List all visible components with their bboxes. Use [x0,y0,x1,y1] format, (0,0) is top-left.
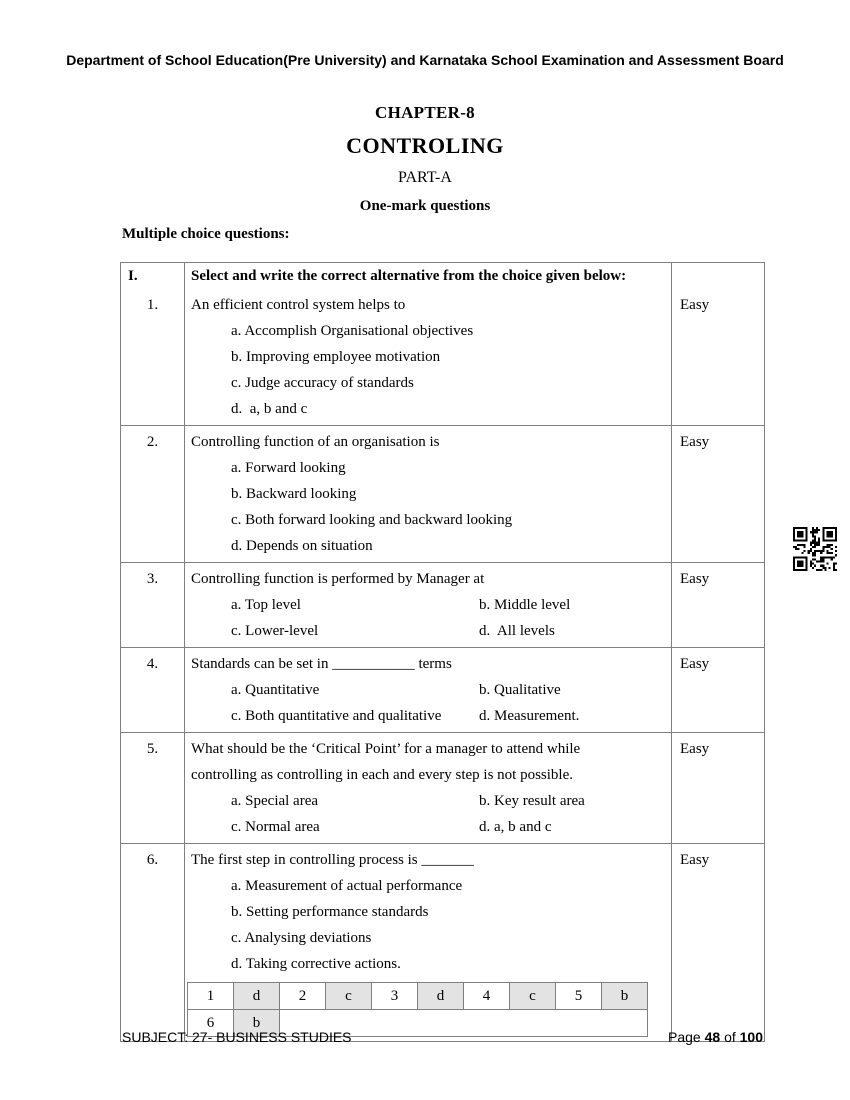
question-number: 3. [121,563,185,647]
question-text-line: An efficient control system helps to [191,297,406,313]
option-row [191,344,665,370]
option-item: c. Judge accuracy of standards [231,375,414,391]
subject-label: SUBJECT: 27- BUSINESS STUDIES [122,1029,352,1045]
difficulty-cell: Easy [680,656,710,672]
option-row [191,396,665,422]
option-item: a. Accomplish Organisational objectives [231,323,474,339]
option-item: b. Setting performance standards [231,904,429,920]
page-total: 100 [739,1029,763,1045]
option-item: b. Qualitative [479,682,561,698]
option-item: b. Key result area [479,793,585,809]
questions-table [120,262,765,1042]
qr-code-icon [793,527,837,571]
page-title: CONTROLING [346,133,504,158]
option-item: a. Forward looking [231,460,346,476]
option-item: d. a, b and c [231,401,308,417]
question-row [121,562,764,647]
option-row [191,703,665,729]
option-item: a. Special area [231,793,319,809]
option-item: a. Top level [231,597,301,613]
answer-key-number-cell: 1 [188,983,234,1010]
option-item: d. Measurement. [479,708,580,724]
option-row [191,899,665,925]
option-row [191,677,665,703]
option-row [191,814,665,840]
option-item: d. Depends on situation [231,538,373,554]
difficulty-cell: Easy [680,434,710,450]
difficulty-cell: Easy [680,852,710,868]
answer-key-answer-cell: d [418,983,464,1010]
answer-key-number-cell: 2 [280,983,326,1010]
answer-key-answer-cell: b [234,1010,280,1037]
page-current: 48 [704,1029,721,1045]
question-row [121,425,764,562]
option-item: a. Quantitative [231,682,320,698]
answer-key-answer-cell: c [326,983,372,1010]
option-row [191,370,665,396]
difficulty-cell: Easy [680,297,710,313]
option-item: c. Lower-level [231,623,319,639]
instruction-cell: Select and write the correct alternative from the choice given below: [185,263,672,289]
option-item: d. a, b and c [479,819,552,835]
option-row [191,951,665,977]
question-body [185,844,672,1041]
board-header: Department of School Education(Pre University) and Karnataka School Examination and Assessment Board [66,52,784,68]
question-text-line: Controlling function is performed by Manager at [191,571,485,587]
question-body [185,733,672,843]
question-number: 1. [121,289,185,425]
answer-key-number-cell: 6 [188,1010,234,1037]
option-item: c. Both quantitative and qualitative [231,708,442,724]
page-indicator: Page 48 of 100 [668,1029,763,1045]
answer-key-answer-cell: d [234,983,280,1010]
question-body [185,563,672,647]
option-row [191,481,665,507]
chapter-heading: CHAPTER-8 [375,103,475,122]
question-text-line: Standards can be set in ___________ terms [191,656,452,672]
option-item: b. Middle level [479,597,571,613]
question-body [185,289,672,425]
option-item: b. Improving employee motivation [231,349,441,365]
section-number-cell: I. [121,263,185,289]
table-header-row [121,263,764,289]
option-row [191,318,665,344]
option-row [191,925,665,951]
option-item: b. Backward looking [231,486,357,502]
difficulty-header-cell [672,263,764,289]
answer-key-number-cell: 3 [372,983,418,1010]
option-item: c. Analysing deviations [231,930,372,946]
question-text-line: What should be the ‘Critical Point’ for a manager to attend while [191,741,581,757]
option-row [191,592,665,618]
question-body [185,426,672,562]
question-rows [121,289,764,1041]
option-row [191,533,665,559]
question-text-line: Controlling function of an organisation is [191,434,440,450]
part-heading: PART-A [398,169,452,186]
option-row [191,618,665,644]
option-row [191,873,665,899]
answer-key-row [188,983,648,1010]
answer-key-answer-cell: c [510,983,556,1010]
question-number: 4. [121,648,185,732]
question-text-line: The first step in controlling process is _______ [191,852,474,868]
option-item: d. Taking corrective actions. [231,956,401,972]
option-item: d. All levels [479,623,555,639]
option-row [191,507,665,533]
answer-key-answer-cell: b [602,983,648,1010]
question-row [121,843,764,1041]
option-item: c. Both forward looking and backward looking [231,512,513,528]
question-row [121,289,764,425]
section-label: Multiple choice questions: [122,226,290,242]
difficulty-cell: Easy [680,741,710,757]
answer-key-number-cell: 4 [464,983,510,1010]
option-item: a. Measurement of actual performance [231,878,463,894]
option-row [191,455,665,481]
question-number: 5. [121,733,185,843]
answer-key-number-cell: 5 [556,983,602,1010]
question-number: 6. [121,844,185,1041]
page-footer [122,1029,763,1045]
option-item: c. Normal area [231,819,320,835]
question-row [121,647,764,732]
difficulty-cell: Easy [680,571,710,587]
question-text-line: controlling as controlling in each and every step is not possible. [191,767,574,783]
question-body [185,648,672,732]
option-row [191,788,665,814]
question-row [121,732,764,843]
marks-subtitle: One-mark questions [359,198,491,214]
question-number: 2. [121,426,185,562]
